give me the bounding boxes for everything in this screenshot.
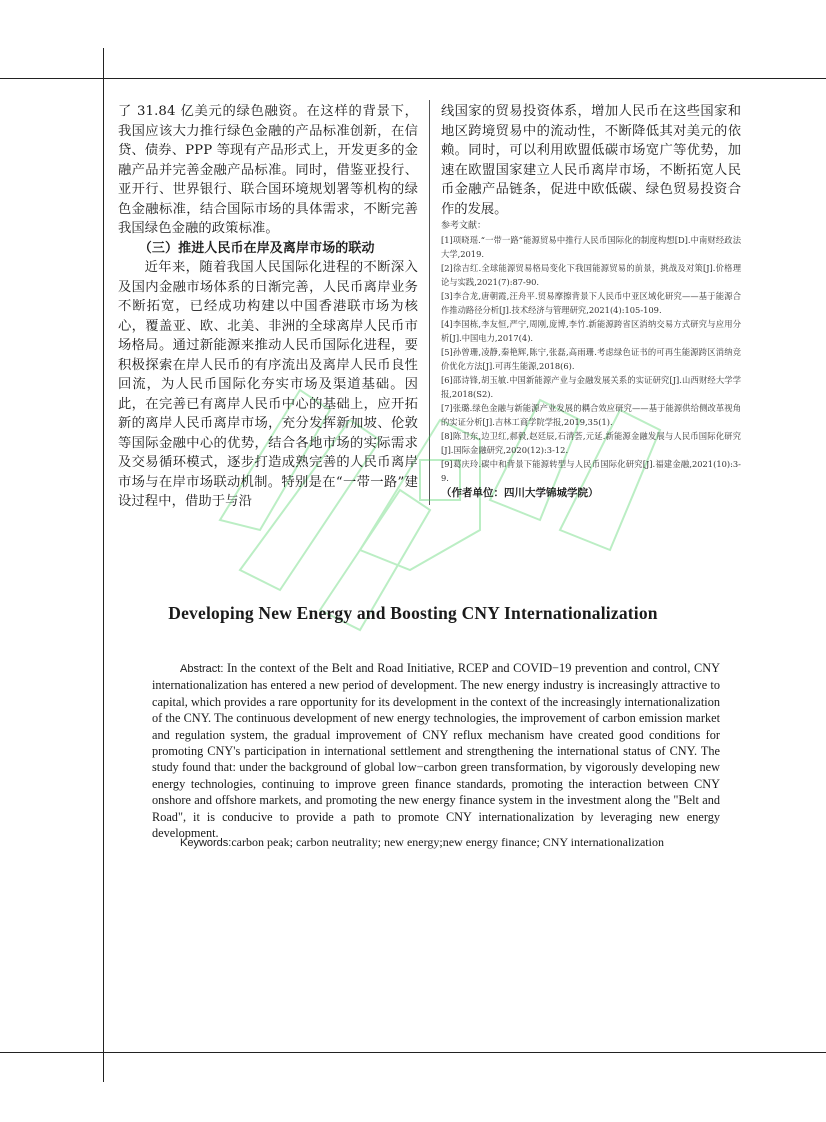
references-heading: 参考文献： (441, 221, 487, 231)
left-column (118, 102, 418, 512)
bottom-rule (0, 1052, 826, 1053)
english-abstract (152, 660, 720, 841)
right-column (441, 102, 741, 501)
reference-item: [7]张璐.绿色金融与新能源产业发展的耦合效应研究——基于能源供给侧改革视角的实证分析[J].吉林工商学院学报,2019,35(1). (441, 403, 741, 427)
reference-item: [8]陈卫东,边卫红,郝毅,赵廷辰,石清荟,元延.新能源金融发展与人民币国际化研究[J].国际金融研究,2020(12):3-12. (441, 431, 741, 455)
reference-item: [2]徐吉红.全球能源贸易格局变化下我国能源贸易的前景，挑战及对策[J].价格理论与实践,2021(7):87-90. (441, 263, 741, 287)
abstract-label: Abstract: (180, 663, 224, 675)
reference-item: [9]葛庆玲.碳中和背景下能源转型与人民币国际化研究[J].福建金融,2021(10):3-9. (441, 459, 741, 483)
author-affiliation: （作者单位：四川大学锦城学院） (441, 487, 599, 499)
reference-item: [5]孙曾珊,凌静,秦艳辉,陈宁,张磊,高雨珊.考虑绿色证书的可再生能源跨区消纳竞价优化方法[J].可再生能源,2018(6). (441, 347, 741, 371)
reference-list (441, 233, 741, 485)
english-title: Developing New Energy and Boosting CNY Internationalization (168, 603, 658, 623)
top-rule (0, 78, 826, 79)
keywords-text: carbon peak; carbon neutrality; new energy;new energy finance; CNY internationalization (231, 835, 664, 849)
reference-item: [6]邵诗锋,胡玉敏.中国新能源产业与金融发展关系的实证研究[J].山西财经大学学报,2018(S2). (441, 375, 741, 399)
left-paragraph-1: 了 31.84 亿美元的绿色融资。在这样的背景下，我国应该大力推行绿色金融的产品标准创新，在信贷、债券、PPP 等现有产品形式上，开发更多的金融产品并完善金融产品标准。同时，借鉴亚投行、亚开行、世界银行、联合国环境规划署等机构的绿色金融标准，结合国际市场的具体需求，不断完善我国绿色金融的政策标准。 (118, 104, 418, 236)
reference-item: [4]李国栋,李友恒,严宁,周刚,庞博,李竹.新能源跨省区消纳交易方式研究与应用分析[J].中国电力,2017(4). (441, 319, 741, 343)
reference-item: [1]项晓瑶.“一带一路”能源贸易中推行人民币国际化的制度构想[D].中南财经政法大学,2019. (441, 235, 741, 259)
left-paragraph-2: 近年来，随着我国人民国际化进程的不断深入及国内金融市场体系的日渐完善，人民币离岸业务不断拓宽，已经成功构建以中国香港联市场为核心，覆盖亚、欧、北美、非洲的全球离岸人民币市场格局。通过新能源来推动人民币国际化进程，要积极探索在岸人民币的有序流出及离岸人民币良性回流，为人民币国际化夯实市场及渠道基础。因此，在完善已有离岸人民币中心的基础上，应开拓新的离岸人民币离岸市场，充分发挥新加坡、伦敦等国际金融中心的优势，结合各地市场的实际需求及交易循环模式，逐步打造成熟完善的人民币离岸市场与在岸市场联动机制。特别是在“一带一路”建设过程中，借助于与沿 (118, 260, 418, 509)
keywords-label: Keywords: (180, 837, 232, 849)
column-divider (429, 100, 430, 505)
reference-item: [3]李合龙,唐朝霞,汪舟平.贸易摩擦背景下人民币中亚区域化研究——基于能源合作推动路径分析[J].技术经济与管理研究,2021(4):105-109. (441, 291, 741, 315)
english-keywords (180, 834, 740, 851)
section-subheading: （三）推进人民币在岸及离岸市场的联动 (138, 240, 375, 256)
left-margin-rule (103, 48, 104, 1082)
abstract-text: In the context of the Belt and Road Initiative, RCEP and COVID−19 prevention and control, CNY internationalization has entered a new period of development. The new energy industry is increasingly attractive to capital, which provides a rare opportunity for its development in the context of the increasingly internationalization of the CNY. The continuous development of new energy technologies, the improvement of carbon emission market and regulation system, the gradual improvement of CNY reflux mechanism have created good conditions for promoting CNY's participation in international settlement and strengthening the international status of CNY. The study found that: under the background of global low−carbon green transformation, by vigorously developing new energy technologies, continuing to improve green finance standards, promoting the interaction between CNY onshore and offshore markets, and promoting the new energy finance system in the investment along the "Belt and Road", it is conducive to provide a path to promote CNY internationalization by leveraging new energy development. (152, 661, 720, 841)
right-paragraph: 线国家的贸易投资体系，增加人民币在这些国家和地区跨境贸易中的流动性，不断降低其对美元的依赖。同时，可以利用欧盟低碳市场宽广等优势，加速在欧盟国家建立人民币离岸市场，不断拓宽人民币金融产品链条，促进中欧低碳、绿色贸易投资合作的发展。 (441, 104, 741, 217)
